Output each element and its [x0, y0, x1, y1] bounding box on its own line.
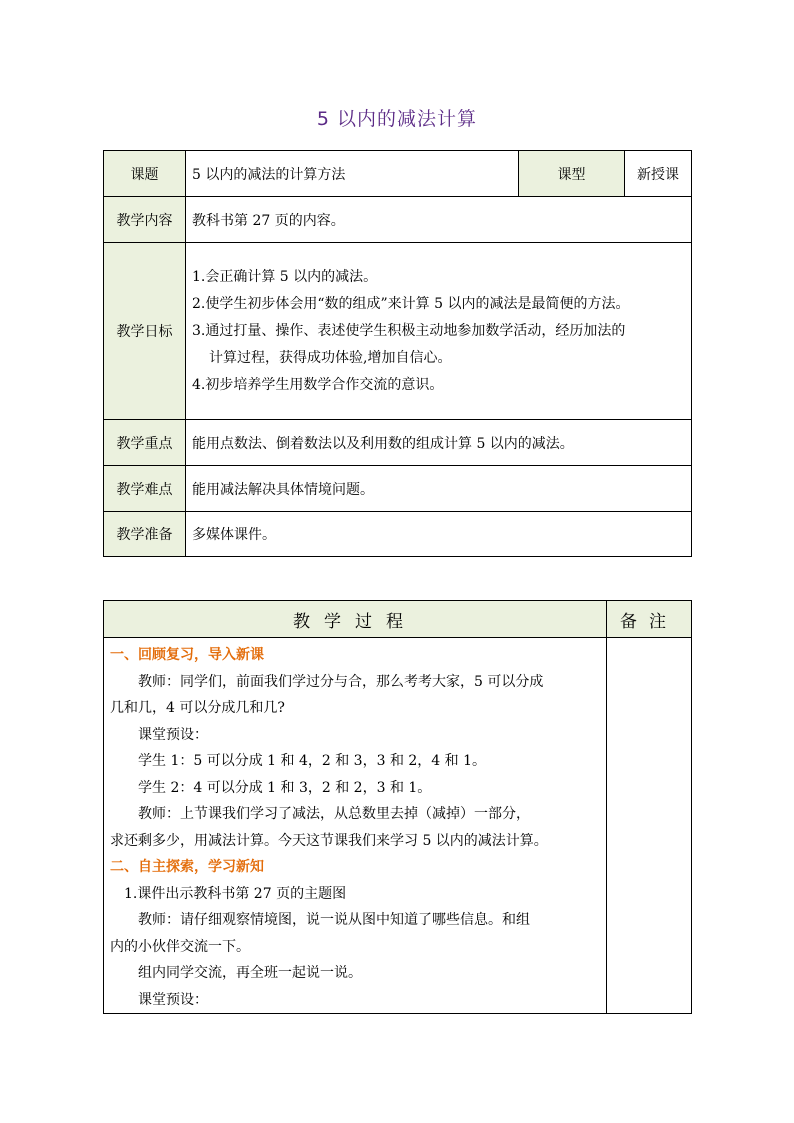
objective-line: 3.通过打量、操作、表述使学生积极主动地参加数学活动，经历加法的: [192, 322, 626, 339]
difficulty-value: 能用减法解决具体情境问题。: [186, 466, 692, 512]
prep-row: [104, 512, 692, 557]
process-line: 内的小伙伴交流一下。: [110, 938, 250, 955]
process-line: 课堂预设：: [138, 726, 208, 743]
objectives-cell: [186, 243, 692, 420]
process-header: 教学过程: [104, 601, 607, 638]
objective-line: 计算过程，获得成功体验,增加自信心。: [209, 349, 452, 366]
section-heading: 一、回顾复习，导入新课: [110, 647, 264, 663]
topic-row: [104, 151, 692, 197]
key-row: [104, 420, 692, 466]
type-value: 新授课: [625, 151, 692, 197]
difficulty-row: [104, 466, 692, 512]
process-line: 1.课件出示教科书第 27 页的主题图: [124, 885, 347, 902]
objective-line: 4.初步培养学生用数学合作交流的意识。: [192, 376, 444, 393]
process-line: 求还剩多少，用减法计算。今天这节课我们来学习 5 以内的减法计算。: [110, 832, 548, 849]
objective-line: 2.使学生初步体会用“数的组成”来计算 5 以内的减法是最简便的方法。: [192, 295, 630, 312]
process-line: 课堂预设：: [138, 991, 208, 1008]
content-value: 教科书第 27 页的内容。: [186, 197, 692, 243]
process-content: [104, 638, 607, 1014]
lesson-info-table: [103, 150, 692, 557]
section-heading: 二、自主探索，学习新知: [110, 859, 264, 875]
process-line: 学生 2：4 可以分成 1 和 3，2 和 2，3 和 1。: [138, 779, 432, 796]
prep-label: 教学准备: [104, 512, 186, 557]
process-line: 学生 1：5 可以分成 1 和 4，2 和 3，3 和 2，4 和 1。: [138, 753, 487, 769]
process-line: 教师：上节课我们学习了减法，从总数里去掉（减掉）一部分，: [138, 806, 530, 822]
topic-label: 课题: [104, 151, 186, 197]
difficulty-label: 教学难点: [104, 466, 186, 512]
content-label: 教学内容: [104, 197, 186, 243]
objective-line: 1.会正确计算 5 以内的减法。: [192, 268, 378, 285]
prep-value: 多媒体课件。: [186, 512, 692, 557]
process-line: 几和几，4 可以分成几和几?: [110, 700, 285, 716]
content-row: [104, 197, 692, 243]
process-header-row: [104, 601, 692, 638]
objectives-row: [104, 243, 692, 420]
process-line: 教师：同学们，前面我们学过分与合，那么考考大家，5 可以分成: [138, 673, 544, 690]
notes-header: 备注: [607, 601, 692, 638]
notes-cell: [607, 638, 692, 1014]
objectives-label: 教学日标: [104, 243, 186, 420]
teaching-process-table: [103, 600, 692, 1014]
topic-value: 5 以内的减法的计算方法: [186, 151, 519, 197]
process-line: 组内同学交流，再全班一起说一说。: [138, 965, 362, 981]
page-title: 5 以内的减法计算: [316, 108, 478, 130]
type-label: 课型: [519, 151, 625, 197]
key-label: 教学重点: [104, 420, 186, 466]
key-value: 能用点数法、倒着数法以及利用数的组成计算 5 以内的减法。: [186, 420, 692, 466]
process-body-row: [104, 638, 692, 1014]
process-line: 教师：请仔细观察情境图，说一说从图中知道了哪些信息。和组: [138, 912, 530, 928]
